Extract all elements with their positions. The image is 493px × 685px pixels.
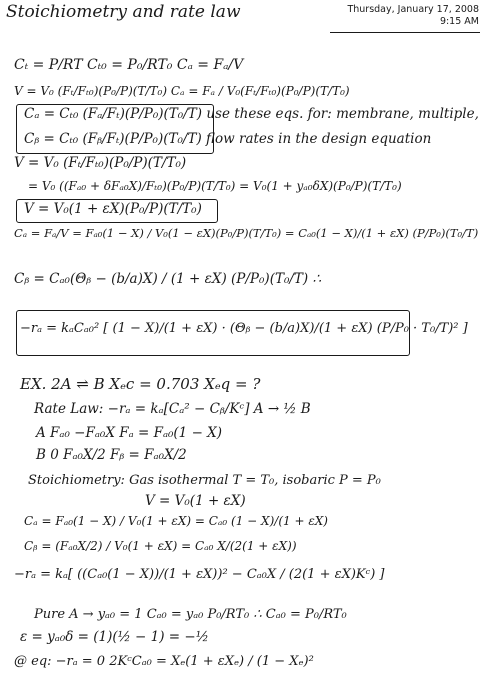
note-line: V = V₀(1 + εX)	[145, 493, 246, 509]
note-line: EX. 2A ⇌ B Xₑc = 0.703 Xₑq = ?	[20, 375, 261, 393]
note-line: Pure A → yₐ₀ = 1 Cₐ₀ = yₐ₀ P₀/RT₀ ∴ Cₐ₀ = P₀/RT₀	[34, 607, 347, 622]
note-line: Cₐ = Cₜ₀ (Fₐ/Fₜ)(P/P₀)(T₀/T) use these eqs. for: membrane, multiple,	[24, 106, 479, 122]
note-line: V = V₀ (Fₜ/Fₜ₀)(P₀/P)(T/T₀)	[14, 155, 187, 171]
note-line: Cₐ = Fₐ/V = Fₐ₀(1 − X) / V₀(1 − εX)(P₀/P)(T/T₀) = Cₐ₀(1 − X)/(1 + εX) (P/P₀)(T₀/T)	[14, 226, 479, 240]
note-line: Cᵦ = Cₐ₀(Θᵦ − (b/a)X) / (1 + εX) (P/P₀)(T₀/T) ∴	[14, 271, 322, 287]
note-line: V = V₀(1 + εX)(P₀/P)(T/T₀)	[24, 201, 202, 217]
note-line: −rₐ = kₐCₐ₀² [ (1 − X)/(1 + εX) · (Θᵦ − (b/a)X)/(1 + εX) (P/P₀ · T₀/T)² ]	[20, 321, 468, 336]
note-line: V = V₀ (Fₜ/Fₜ₀)(P₀/P)(T/T₀) Cₐ = Fₐ / V₀(Fₜ/Fₜ₀)(P₀/P)(T/T₀)	[14, 84, 350, 98]
note-line: −rₐ = kₐ[ ((Cₐ₀(1 − X))/(1 + εX))² − Cₐ₀X / (2(1 + εX)Kᶜ) ]	[14, 567, 385, 582]
note-line: @ eq: −rₐ = 0 2KᶜCₐ₀ = Xₑ(1 + εXₑ) / (1 − Xₑ)²	[14, 654, 314, 669]
note-line: Cₐ = Fₐ₀(1 − X) / V₀(1 + εX) = Cₐ₀ (1 − X)/(1 + εX)	[24, 514, 328, 528]
note-line: Cᵦ = Cₜ₀ (Fᵦ/Fₜ)(P/P₀)(T₀/T) flow rates in the design equation	[24, 131, 432, 147]
note-line: ε = yₐ₀δ = (1)(½ − 1) = −½	[20, 629, 209, 645]
note-line: Stoichiometry: Gas isothermal T = T₀, isobaric P = P₀	[28, 473, 381, 488]
note-line: A Fₐ₀ −Fₐ₀X Fₐ = Fₐ₀(1 − X)	[36, 425, 223, 441]
timestamp-time: 9:15 AM	[439, 16, 479, 27]
timestamp-date: Thursday, January 17, 2008	[347, 4, 479, 15]
note-line: = V₀ ((Fₐ₀ + δFₐ₀X)/Fₜ₀)(P₀/P)(T/T₀) = V₀(1 + yₐ₀δX)(P₀/P)(T/T₀)	[28, 179, 402, 193]
note-line: Cᵦ = (Fₐ₀X/2) / V₀(1 + εX) = Cₐ₀ X/(2(1 + εX))	[24, 539, 297, 553]
timestamp	[347, 4, 479, 28]
note-line: Rate Law: −rₐ = kₐ[Cₐ² − Cᵦ/Kᶜ] A → ½ B	[34, 401, 311, 417]
note-line: Cₜ = P/RT Cₜ₀ = P₀/RT₀ Cₐ = Fₐ/V	[14, 57, 244, 73]
header-rule	[330, 32, 480, 33]
note-line: B 0 Fₐ₀X/2 Fᵦ = Fₐ₀X/2	[36, 447, 187, 463]
page-title: Stoichiometry and rate law	[6, 2, 241, 22]
